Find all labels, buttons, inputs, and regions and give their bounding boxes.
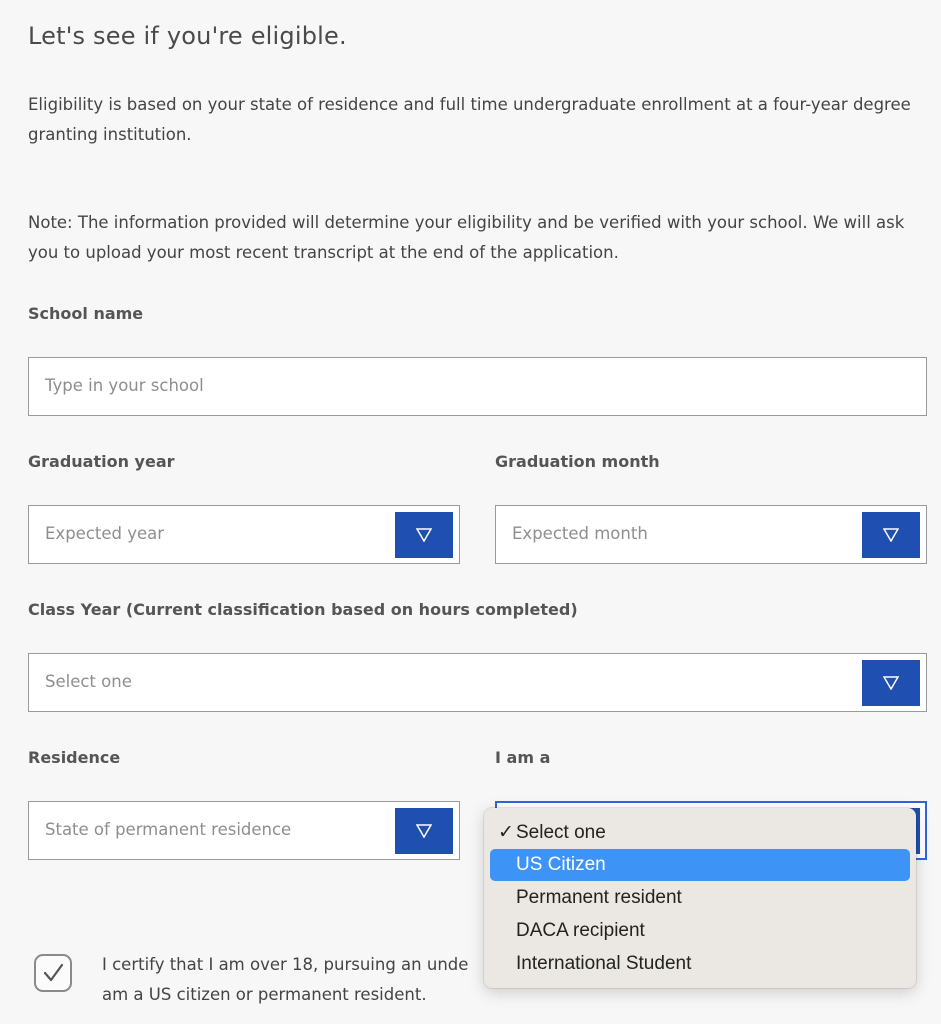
certify-checkbox[interactable] xyxy=(34,954,72,992)
graduation-year-dropdown-button[interactable] xyxy=(395,512,453,558)
graduation-month-dropdown-button[interactable] xyxy=(862,512,920,558)
triangle-down-icon xyxy=(416,528,432,542)
residence-label: Residence xyxy=(28,748,121,767)
option-daca-recipient[interactable] xyxy=(490,915,910,947)
class-year-select[interactable] xyxy=(28,653,927,712)
option-label: Select one xyxy=(516,822,606,843)
option-label: International Student xyxy=(516,953,692,974)
school-name-placeholder: Type in your school xyxy=(45,376,204,395)
graduation-month-placeholder: Expected month xyxy=(512,524,648,543)
i-am-a-label: I am a xyxy=(495,748,551,767)
triangle-down-icon xyxy=(883,676,899,690)
graduation-year-placeholder: Expected year xyxy=(45,524,165,543)
class-year-placeholder: Select one xyxy=(45,672,132,691)
triangle-down-icon xyxy=(883,528,899,542)
residence-select[interactable] xyxy=(28,801,460,860)
checkmark-icon xyxy=(36,956,70,990)
graduation-month-select[interactable] xyxy=(495,505,927,564)
class-year-label: Class Year (Current classification based on hours completed) xyxy=(28,600,578,619)
checkmark-icon: ✓ xyxy=(498,822,514,843)
option-permanent-resident[interactable] xyxy=(490,882,910,914)
graduation-year-label: Graduation year xyxy=(28,452,175,471)
certify-text: I certify that I am over 18, pursuing an unde am a US citizen or permanent resident. xyxy=(102,955,469,1004)
residence-placeholder: State of permanent residence xyxy=(45,820,292,839)
residence-dropdown-button[interactable] xyxy=(395,808,453,854)
option-us-citizen[interactable] xyxy=(490,849,910,881)
class-year-dropdown-button[interactable] xyxy=(862,660,920,706)
graduation-month-label: Graduation month xyxy=(495,452,660,471)
option-label: Permanent resident xyxy=(516,887,682,908)
option-select-one[interactable] xyxy=(490,817,910,849)
i-am-a-options-menu xyxy=(484,808,916,988)
option-label: US Citizen xyxy=(516,854,606,875)
graduation-year-select[interactable] xyxy=(28,505,460,564)
page-title: Let's see if you're eligible. xyxy=(28,22,347,50)
school-name-label: School name xyxy=(28,304,144,323)
school-name-input[interactable] xyxy=(28,357,927,416)
intro-text: Eligibility is based on your state of residence and full time undergraduate enrollment at a four-year degree granting institution. xyxy=(28,95,911,144)
option-international-student[interactable] xyxy=(490,948,910,980)
note-text: Note: The information provided will determine your eligibility and be verified with your school. We will ask you to upload your most recent transcript at the end of the application. xyxy=(28,213,905,262)
triangle-down-icon xyxy=(416,824,432,838)
option-label: DACA recipient xyxy=(516,920,645,941)
